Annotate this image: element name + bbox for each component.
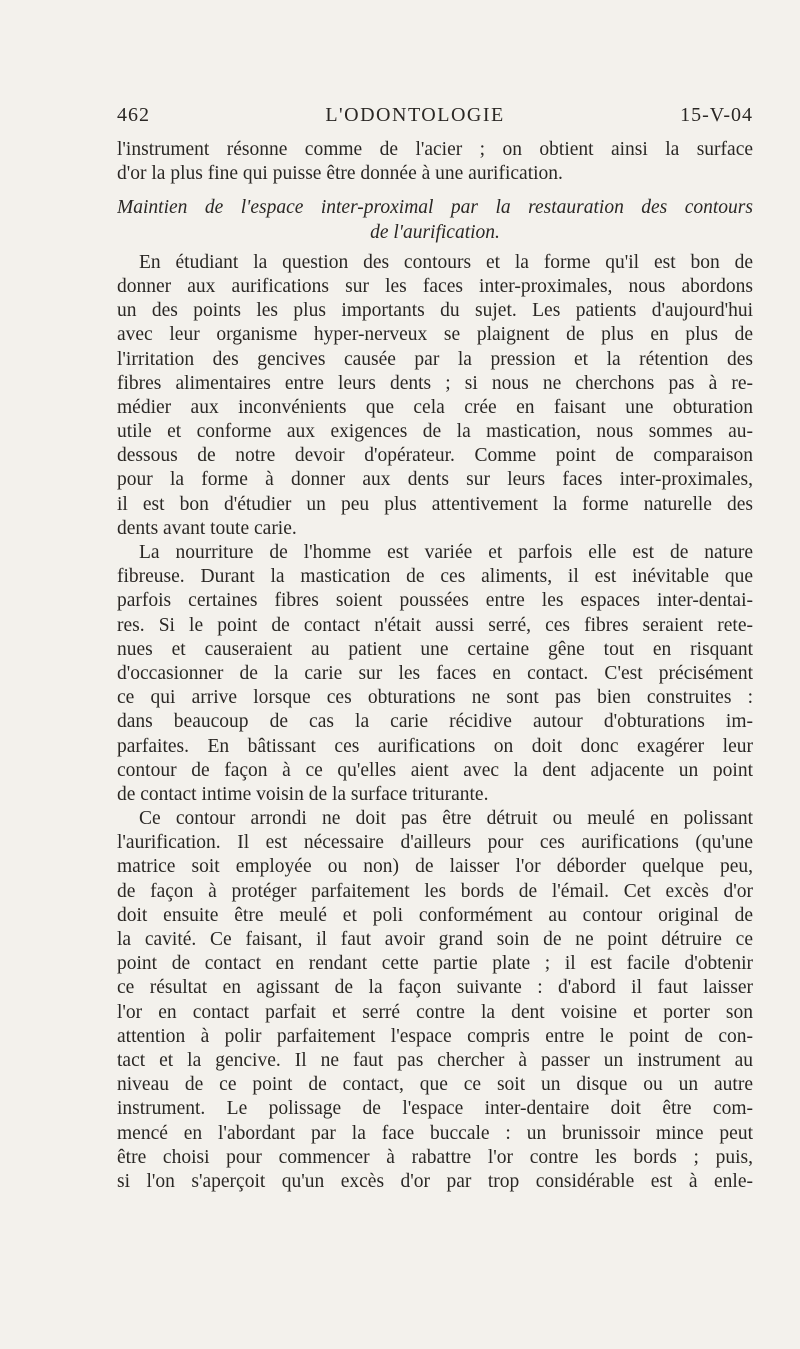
book-page <box>117 104 753 1194</box>
text-line: pour la forme à donner aux dents sur leurs faces inter-proximales, <box>117 469 753 491</box>
text-line: parfois certaines fibres soient poussées entre les espaces inter-dentai- <box>117 590 753 612</box>
text-line: instrument. Le polissage de l'espace inter-dentaire doit être com- <box>117 1098 753 1120</box>
text-line: matrice soit employée ou non) de laisser l'or déborder quelque peu, <box>117 856 753 878</box>
page-number: 462 <box>117 104 150 126</box>
text-line: fibreuse. Durant la mastication de ces aliments, il est inévitable que <box>117 566 753 588</box>
text-line: l'instrument résonne comme de l'acier ; on obtient ainsi la surface <box>117 139 753 160</box>
text-line: contour de façon à ce qu'elles aient avec la dent adjacente un point <box>117 759 753 781</box>
paragraph-contour-arrondi <box>117 807 753 1194</box>
text-line: si l'on s'aperçoit qu'un excès d'or par trop considérable est à enle- <box>117 1170 753 1192</box>
opening-text <box>117 138 753 186</box>
text-line: d'occasionner de la carie sur les faces en contact. C'est précisément <box>117 662 753 684</box>
text-line: parfaites. En bâtissant ces aurifications on doit donc exagérer leur <box>117 735 753 757</box>
text-line: doit ensuite être meulé et poli conformément au contour original de <box>117 904 753 926</box>
text-line: avec leur organisme hyper-nerveux se plaignent de plus en plus de <box>117 324 753 346</box>
text-line: l'or en contact parfait et serré contre la dent voisine et porter son <box>117 1001 753 1023</box>
text-line: mencé en l'abordant par la face buccale : un brunissoir mince peut <box>117 1122 753 1144</box>
journal-title: L'ODONTOLOGIE <box>325 104 505 126</box>
paragraph-contours <box>117 251 753 541</box>
running-header <box>117 104 753 138</box>
section-title-line: Maintien de l'espace inter-proximal par la restauration des contours <box>117 197 753 219</box>
text-line: niveau de ce point de contact, que ce soit un disque ou un autre <box>117 1074 753 1096</box>
text-line: En étudiant la question des contours et la forme qu'il est bon de <box>139 251 753 273</box>
text-line: La nourriture de l'homme est variée et parfois elle est de nature <box>139 542 753 563</box>
text-line: fibres alimentaires entre leurs dents ; si nous ne cherchons pas à re- <box>117 372 753 394</box>
text-line: un des points les plus importants du sujet. Les patients d'aujourd'hui <box>117 300 753 322</box>
text-line: être choisi pour commencer à rabattre l'or contre les bords ; puis, <box>117 1146 753 1168</box>
text-line: il est bon d'étudier un peu plus attentivement la forme naturelle des <box>117 493 753 515</box>
text-line: nues et causeraient au patient une certaine gêne tout en risquant <box>117 638 753 660</box>
text-line: point de contact en rendant cette partie plate ; il est facile d'obtenir <box>117 953 753 975</box>
text-line: attention à polir parfaitement l'espace compris entre le point de con- <box>117 1025 753 1047</box>
paragraph-nourriture <box>117 541 753 807</box>
text-line: dents avant toute carie. <box>117 517 297 539</box>
text-line: la cavité. Ce faisant, il faut avoir grand soin de ne point détruire ce <box>117 929 753 950</box>
text-line: l'irritation des gencives causée par la pression et la rétention des <box>117 348 753 370</box>
text-line: d'or la plus fine qui puisse être donnée à une aurification. <box>117 163 563 185</box>
text-line: donner aux aurifications sur les faces inter-proximales, nous abordons <box>117 275 753 297</box>
text-line: res. Si le point de contact n'était aussi serré, ces fibres seraient rete- <box>117 614 753 636</box>
text-line: ce qui arrive lorsque ces obturations ne sont pas bien construites : <box>117 687 753 709</box>
issue-date: 15-V-04 <box>680 104 753 126</box>
text-line: utile et conforme aux exigences de la mastication, nous sommes au- <box>117 421 753 443</box>
text-line: de contact intime voisin de la surface triturante. <box>117 783 489 805</box>
text-line: médier aux inconvénients que cela crée en faisant une obturation <box>117 396 753 418</box>
text-line: l'aurification. Il est nécessaire d'ailleurs pour ces aurifications (qu'une <box>117 832 753 854</box>
text-line: tact et la gencive. Il ne faut pas chercher à passer un instrument au <box>117 1049 753 1071</box>
text-line: Ce contour arrondi ne doit pas être détruit ou meulé en polissant <box>139 808 753 830</box>
text-line: ce résultat en agissant de la façon suivante : d'abord il faut laisser <box>117 977 753 999</box>
text-line: de façon à protéger parfaitement les bords de l'émail. Cet excès d'or <box>117 880 753 902</box>
text-line: dessous de notre devoir d'opérateur. Comme point de comparaison <box>117 445 753 467</box>
text-line: dans beaucoup de cas la carie récidive autour d'obturations im- <box>117 711 753 733</box>
section-title-line: de l'aurification. <box>370 221 500 243</box>
section-title <box>117 196 753 244</box>
